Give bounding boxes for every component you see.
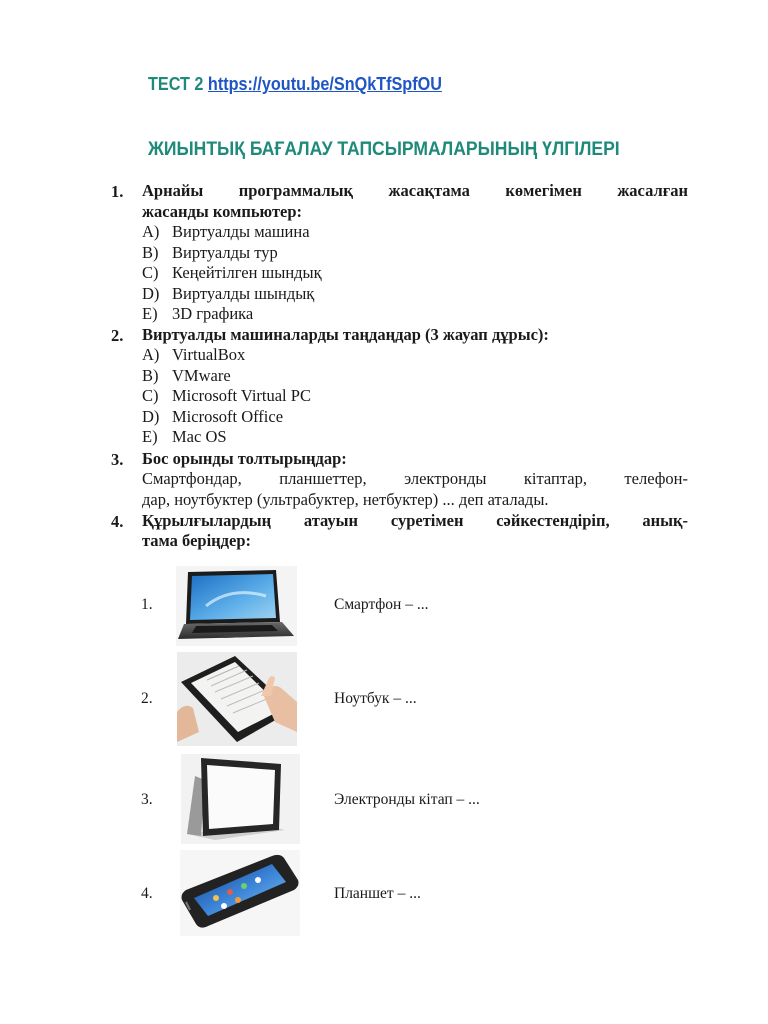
match-2-text: Ноутбук – ...	[334, 690, 417, 707]
question-1-option-d: D) Виртуалды шындық	[142, 284, 315, 303]
page-heading: ЖИЫНТЫҚ БАҒАЛАУ ТАПСЫРМАЛАРЫНЫҢ ҮЛГІЛЕРІ	[148, 138, 620, 160]
match-4-text: Планшет – ...	[334, 885, 421, 902]
video-link[interactable]: https://youtu.be/SnQkTfSpfOU	[207, 74, 442, 94]
question-1-line-1: Арнайы программалық жасақтама көмегімен жасалған	[142, 181, 688, 200]
match-1-text: Смартфон – ...	[334, 596, 429, 613]
question-3-body-line-1: Смартфондар, планшеттер, электронды кітаптар, телефон-	[142, 469, 688, 488]
match-4-number: 4.	[141, 885, 153, 902]
question-4-number: 4.	[111, 512, 124, 531]
test-title	[148, 74, 442, 95]
laptop-image	[176, 566, 297, 646]
match-1-number: 1.	[141, 596, 153, 613]
question-4-line-1: Құрылғылардың атауын суретімен сәйкестендіріп, анық-	[142, 511, 688, 530]
smartphone-image	[180, 850, 300, 936]
question-1-number: 1.	[111, 182, 124, 201]
question-3-body-line-2: дар, ноутбуктер (ультрабуктер, нетбуктер) ... деп аталады.	[142, 490, 549, 509]
match-3-number: 3.	[141, 791, 153, 808]
question-1-option-b: B) Виртуалды тур	[142, 243, 278, 262]
match-2-number: 2.	[141, 690, 153, 707]
question-2-option-e: E) Mac OS	[142, 427, 227, 446]
question-2-line-1: Виртуалды машиналарды таңдаңдар (3 жауап дұрыс):	[142, 325, 549, 344]
question-2-number: 2.	[111, 326, 124, 345]
question-1-option-a: A) Виртуалды машина	[142, 222, 310, 241]
question-1-option-c: C) Кеңейтілген шындық	[142, 263, 322, 282]
test-label: ТЕСТ 2	[148, 74, 204, 94]
match-3-text: Электронды кітап – ...	[334, 791, 480, 808]
question-2-option-a: A) VirtualBox	[142, 345, 246, 364]
question-2-option-b: B) VMware	[142, 366, 231, 385]
question-2-option-c: C) Microsoft Virtual PC	[142, 386, 311, 405]
tablet-in-hands-image	[177, 652, 297, 746]
question-1-line-2: жасанды компьютер:	[142, 202, 303, 221]
question-3-number: 3.	[111, 450, 124, 469]
question-1-option-e: E) 3D графика	[142, 304, 254, 323]
question-2-option-d: D) Microsoft Office	[142, 407, 284, 426]
tablet-on-stand-image	[181, 754, 300, 844]
question-4-line-2: тама беріңдер:	[142, 531, 252, 550]
question-3-line-1: Бос орынды толтырыңдар:	[142, 449, 347, 468]
